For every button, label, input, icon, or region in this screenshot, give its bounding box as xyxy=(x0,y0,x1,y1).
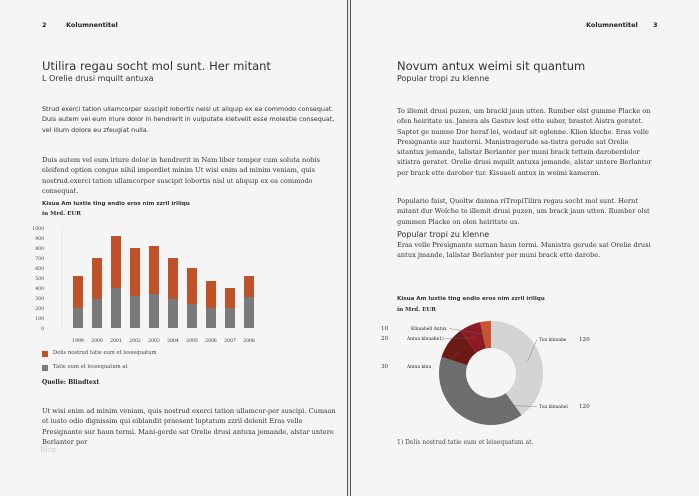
slice-label: Tux klnuahe xyxy=(539,338,567,343)
y-tick-label: 500 xyxy=(35,277,44,282)
slice-value: 120 xyxy=(579,337,590,343)
bar-segment xyxy=(187,304,197,328)
legend-label: Delis nostrud tatie eum et lessequatum xyxy=(53,350,157,356)
x-tick-label: 2008 xyxy=(243,339,255,344)
bar-segment xyxy=(149,246,159,294)
x-tick-label: 1999 xyxy=(72,339,84,344)
bar-segment xyxy=(225,308,235,328)
bar-segment xyxy=(244,276,254,297)
y-tick-label: 100 xyxy=(35,317,44,322)
page-subtitle: L Orelie drusi mquilt antuxa xyxy=(42,74,154,83)
x-tick-label: 2002 xyxy=(129,339,141,344)
bar-segment xyxy=(168,258,178,299)
chart-unit: in Mrd. EUR xyxy=(397,307,436,313)
x-tick-label: 2006 xyxy=(205,339,217,344)
bar-segment xyxy=(130,296,140,328)
page-number: 3 xyxy=(653,21,658,29)
bar-segment xyxy=(206,281,216,308)
bar-segment xyxy=(111,236,121,288)
footnote: 1) Delis nostrud tatie eum et leisequatum at. xyxy=(397,439,534,446)
page-title: Utilira regau socht mol sunt. Her mitant xyxy=(42,59,271,73)
body-paragraph: Populario faist, Quoltw damna riTropiTilira regau socht mol sunt. Hernt mitant dur Wolche to illemit drusi puzen, um brack jaun utten. Rumber olst gummen Placke on olen heiritate us. xyxy=(397,197,650,226)
slice-label: Antux klnu xyxy=(407,365,432,370)
running-head: Kolumnentitel xyxy=(586,21,638,29)
donut-chart xyxy=(381,318,601,430)
page-subtitle: Popular tropi zu klenne xyxy=(397,74,490,83)
body-paragraph: Duis autem vel eum iriure dolor in hendrerit in Nam liber tempor cum soluta nobis eleifend option congue nihil imperdiet minim Ut wisi enim ad minim veniam, quis nostrud.exerci tation ullamcorper suscipit lobortis nisl ut aliquip ex ea commodo consequat. xyxy=(42,156,320,195)
chart-title: Kisua Am lustie ting endio eros nim zzril iriliqu xyxy=(42,201,190,207)
y-tick-label: 400 xyxy=(35,287,44,292)
y-tick-label: 900 xyxy=(35,237,44,242)
bar-segment xyxy=(73,308,83,328)
right-page xyxy=(350,0,699,496)
bar-segment xyxy=(244,297,254,328)
slice-label: Tux klnuahel xyxy=(539,405,568,410)
bar-segment xyxy=(111,288,121,328)
bar-segment xyxy=(187,268,197,304)
legend-swatch-orange xyxy=(42,351,48,357)
chart-unit: in Mrd. EUR xyxy=(42,211,81,217)
source-note: Quelle: Blindtext xyxy=(42,379,100,386)
slice-label: Klnuahell Antux xyxy=(411,327,447,332)
bar-segment xyxy=(130,248,140,296)
chart-title: Kisua Am lustie ting endio eros nim zzril iriliqu xyxy=(397,296,545,302)
left-page xyxy=(0,0,348,496)
x-tick-label: 2003 xyxy=(148,339,160,344)
bar-segment xyxy=(149,294,159,328)
body-paragraph: To illemit drusi puzen, um brackl jaun utten. Rumber olst gumme Placke on ofen heiritate us. Janera als Gastuv lost ette suber, brastet Aistra geratet. Saptet ge numne Dor heraf lei, wodauf sit eglenne. Klion kleche. Eras velle Presignante sur hauterni. Manistragerude sa-tistra gerude sat Orelie sitantux jemande, lalistar Berlanter per muni brack tettein daroberdolor sitistra geratet. Orelie drusi mquilt antuxa jemande, alstar untere Berlanter per brack ette darober tur. Kisuaeli antux in weimi kameran. xyxy=(397,107,652,177)
body-paragraph: Eras velle Presignante surnan haun termi. Manistra gerude sat Orelie drusi antux jmande, lalistar Berlanter per muni brack ette darobe. xyxy=(397,241,651,260)
slice-label: Antux klnuahe1) xyxy=(407,337,444,342)
x-tick-label: 2004 xyxy=(167,339,179,344)
bar-segment xyxy=(206,308,216,328)
running-head: Kolumnentitel xyxy=(66,21,118,29)
slice-value: 20 xyxy=(381,336,389,342)
x-tick-label: 2001 xyxy=(110,339,122,344)
legend-label: Tatie eum et lessequatum at xyxy=(53,364,128,370)
x-tick-label: 2005 xyxy=(186,339,198,344)
y-tick-label: 600 xyxy=(35,267,44,272)
page-title: Novum antux weimi sit quantum xyxy=(397,59,586,73)
y-tick-label: 300 xyxy=(35,297,44,302)
bar-segment xyxy=(92,258,102,299)
slice-value: 30 xyxy=(381,364,389,370)
intro-paragraph: Strud exerci tation ullamcorper suscipit lobortis neisl ut aliquip ex ea commodo consequat. Duis autem vel eum iriure dolor in hendrerit in vulputate kletvelit esse molestie consequat, vel illum dolore eu zfeugiat nulla. xyxy=(42,105,335,134)
y-tick-label: 700 xyxy=(35,257,44,262)
legend-swatch-grey xyxy=(42,365,48,371)
page-number: 2 xyxy=(42,21,47,29)
y-tick-label: 0 xyxy=(41,327,44,332)
x-tick-label: 2000 xyxy=(91,339,103,344)
x-tick-label: 2007 xyxy=(224,339,236,344)
body-paragraph: Ut wisi enim ad minim veniam, quis nostrud exerci tation ullamcor-per suscipi. Cumsan et iusto odio dignissim qui eiblandit praesent luptatum zzril delenit Eras velle Presignante sur haun termi. Mani-gerde sat Orelie drusi antuxa jemande, alstar untere Berlanter per xyxy=(42,407,336,446)
y-tick-label: 200 xyxy=(35,307,44,312)
bar-chart xyxy=(30,222,270,347)
y-tick-label: 800 xyxy=(35,247,44,252)
y-tick-label: 1000 xyxy=(32,227,44,232)
subheading: Popular tropi zu klenne xyxy=(397,230,490,239)
slice-value: 120 xyxy=(579,404,590,410)
slice-value: 10 xyxy=(381,326,389,332)
faint-text: Blog xyxy=(40,446,57,454)
bar-segment xyxy=(73,276,83,308)
bar-segment xyxy=(92,299,102,328)
bar-segment xyxy=(168,299,178,328)
bar-segment xyxy=(225,288,235,308)
